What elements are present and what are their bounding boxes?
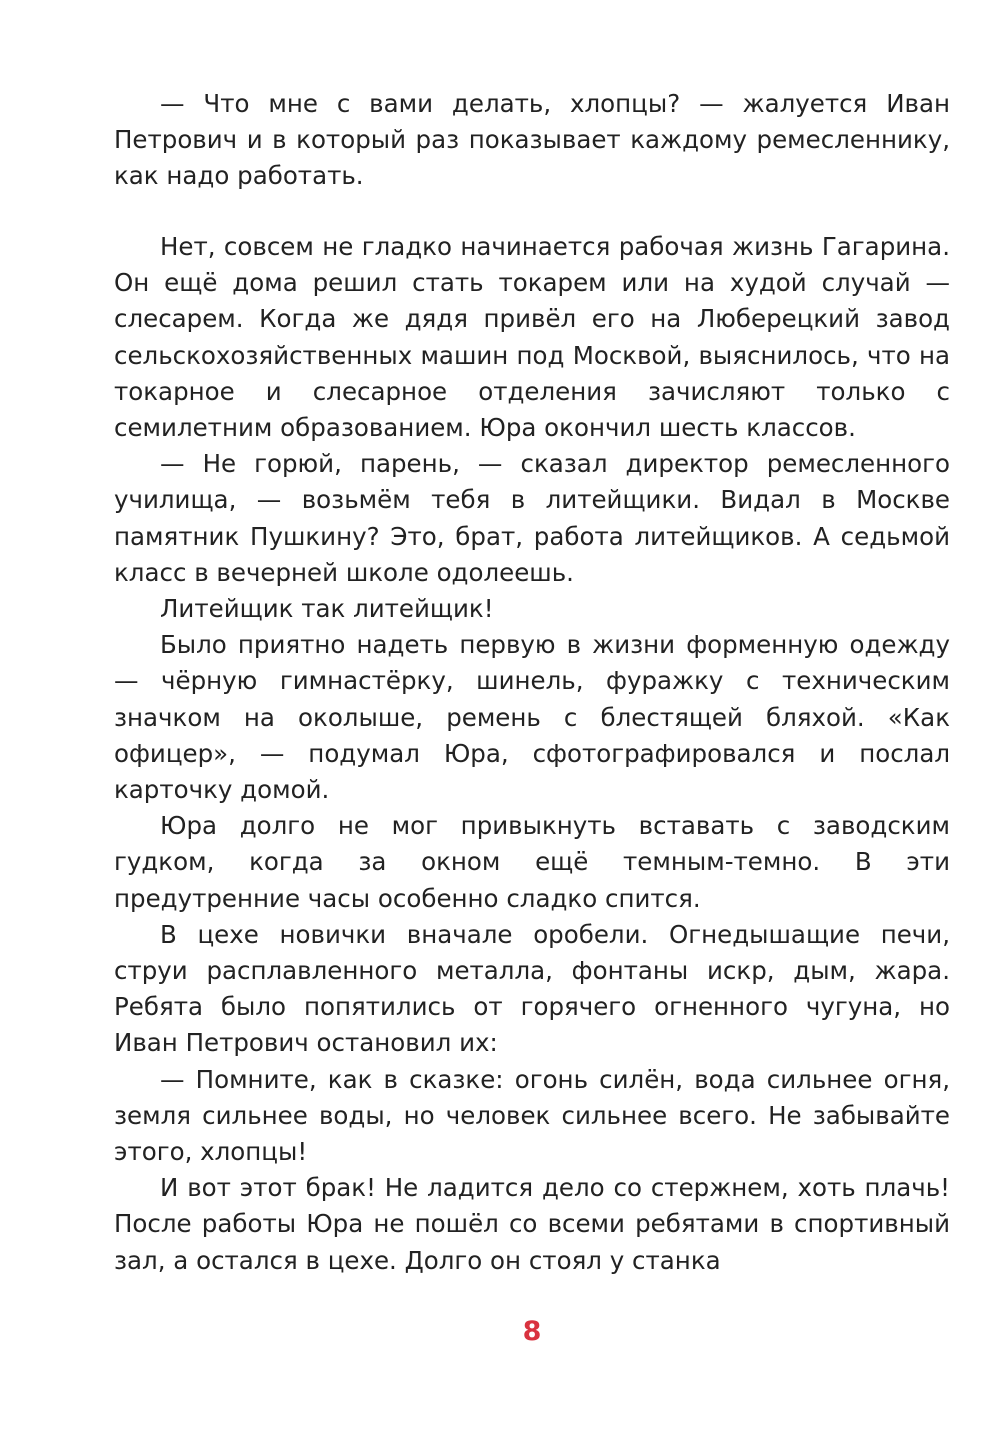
paragraph: Юра долго не мог привыкнуть вставать с заводским гудком, когда за окном ещё темным-темно. В эти предутренние часы особенно сладко спится. [114, 811, 950, 913]
paragraph: Нет, совсем не гладко начинается рабочая жизнь Гагарина. Он ещё дома решил стать токарем или на худой случай — слесарем. Когда же дядя привёл его на Люберецкий завод сельскохозяйственных машин под Москвой, выяснилось, что на токарное и слесарное отделения зачисляют только с семилетним образованием. Юра окончил шесть классов. [114, 232, 950, 443]
paragraph: Литейщик так литейщик! [160, 594, 494, 624]
paragraph: Было приятно надеть первую в жизни форменную одежду — чёрную гимнастёрку, шинель, фуражку с техническим значком на околыше, ремень с блестящей бляхой. «Как офицер», — подумал Юра, сфотографировался и послал карточку домой. [114, 630, 950, 805]
paragraph: И вот этот брак! Не ладится дело со стержнем, хоть плачь! После работы Юра не пошёл со всеми ребятами в спортивный зал, а остался в цехе. Долго он стоял у станка [114, 1173, 950, 1275]
text-block-main [114, 229, 950, 1279]
paragraph: — Что мне с вами делать, хлопцы? — жалуется Иван Петрович и в который раз показывает каждому ремесленнику, как надо работать. [114, 89, 950, 191]
paragraph: В цехе новички вначале оробели. Огнедышащие печи, струи расплавленного металла, фонтаны искр, дым, жара. Ребята было попятились от горячего огненного чугуна, но Иван Петрович остановил их: [114, 919, 950, 1058]
paragraph: — Не горюй, парень, — сказал директор ремесленного училища, — возьмём тебя в литейщики. Видал в Москве памятник Пушкину? Это, брат, работа литейщиков. А седьмой класс в вечерней школе одолеешь. [114, 449, 950, 587]
page-number: 8 [522, 1316, 542, 1347]
paragraph: — Помните, как в сказке: огонь силён, вода сильнее огня, земля сильнее воды, но человек сильнее всего. Не забывайте этого, хлопцы! [114, 1064, 950, 1167]
text-block-top [114, 86, 950, 195]
